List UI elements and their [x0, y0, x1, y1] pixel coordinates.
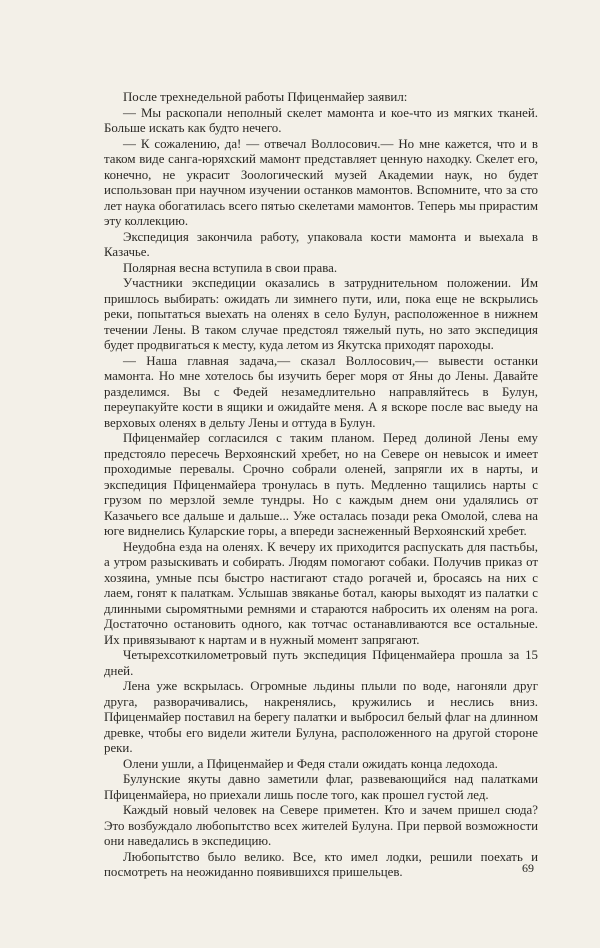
page-number: 69 [522, 861, 534, 875]
paragraph: Экспедиция закончила работу, упаковала кости мамонта и выехала в Казачье. [104, 229, 538, 259]
paragraph: Олени ушли, а Пфиценмайер и Федя стали ожидать конца ледохода. [123, 756, 498, 771]
paragraph: Неудобна езда на оленях. К вечеру их приходится распускать для пастьбы, а утром разыскивать и собирать. Людям помогают собаки. Получив приказ от хозяина, умные псы быстро настигают стадо рогачей и, бросаясь на них с лаем, гонят к палаткам. Услышав звяканье ботал, каюры выходят из палатки с длинными сыромятными ремнями и стараются набросить их оленям на рога. Достаточно остановить одного, как тотчас останавливаются все остальные. Их привязывают к нартам и в нужный момент запрягают. [104, 539, 538, 647]
paragraph: Любопытство было велико. Все, кто имел лодки, решили поехать и посмотреть на неожиданно появившихся пришельцев. [104, 849, 538, 879]
paragraph: Пфиценмайер согласился с таким планом. Перед долиной Лены ему предстояло пересечь Верхоянский хребет, но на Севере он невысок и имеет проходимые перевалы. Срочно собрали оленей, запрягли их в нарты, и экспедиция Пфиценмайера тронулась в путь. Медленно тащились нарты с грузом по мерзлой земле тундры. Но с каждым днем они удалялись от Казачьего все дальше и дальше... Уже осталась позади река Омолой, слева на юге виднелись Куларские горы, а впереди заснеженный Верхоянский хребет. [104, 431, 538, 538]
paragraph: — К сожалению, да! — отвечал Воллосович.— Но мне кажется, что и в таком виде санга-юряхский мамонт представляет ценную находку. Скелет его, конечно, не украсит Зоологический музей Академии наук, но будет использован при научном изучении останков мамонтов. Вспомните, что за сто лет наука обогатилась всего пятью скелетами мамонтов. Теперь мы прирастим эту коллекцию. [104, 136, 538, 228]
paragraph: — Мы раскопали неполный скелет мамонта и кое-что из мягких тканей. Больше искать как будто нечего. [104, 105, 538, 135]
paragraph: Полярная весна вступила в свои права. [123, 260, 338, 275]
paragraph: Четырехсоткилометровый путь экспедиция Пфиценмайера прошла за 15 дней. [104, 648, 538, 678]
paragraph: После трехнедельной работы Пфиценмайер заявил: [123, 90, 408, 104]
body-text [104, 90, 538, 881]
paragraph: Булунские якуты давно заметили флаг, развевающийся над палатками Пфиценмайера, но приехали лишь после того, как прошел густой лед. [104, 772, 538, 802]
paragraph: Каждый новый человек на Севере приметен. Кто и зачем пришел сюда? Это возбуждало любопытство всех жителей Булуна. При первой возможности они наведались в экспедицию. [104, 803, 538, 848]
paragraph: Лена уже вскрылась. Огромные льдины плыли по воде, нагоняли друг друга, разворачивались, накренялись, кружились и неслись вниз. Пфиценмайер поставил на берегу палатки и выбросил белый флаг на длинном древке, чтобы его видели жители Булуна, расположенного на другой стороне реки. [104, 679, 538, 755]
paragraph: Участники экспедиции оказались в затруднительном положении. Им пришлось выбирать: ожидать ли зимнего пути, или, пока еще не вскрылись реки, попытаться выехать на оленях в село Булун, расположенное в нижнем течении Лены. В таком случае предстоял тяжелый путь, но зато экспедиция будет продвигаться к месту, куда летом из Якутска приходят пароходы. [104, 276, 538, 352]
paragraph: — Наша главная задача,— сказал Воллосович,— вывести останки мамонта. Но мне хотелось бы изучить берег моря от Яны до Лены. Давайте разделимся. Вы с Федей незамедлительно направляйтесь в Булун, переупакуйте кости в ящики и ожидайте меня. А я вскоре после вас выеду на верховых оленях в дельту Лены и оттуда в Булун. [104, 353, 538, 430]
